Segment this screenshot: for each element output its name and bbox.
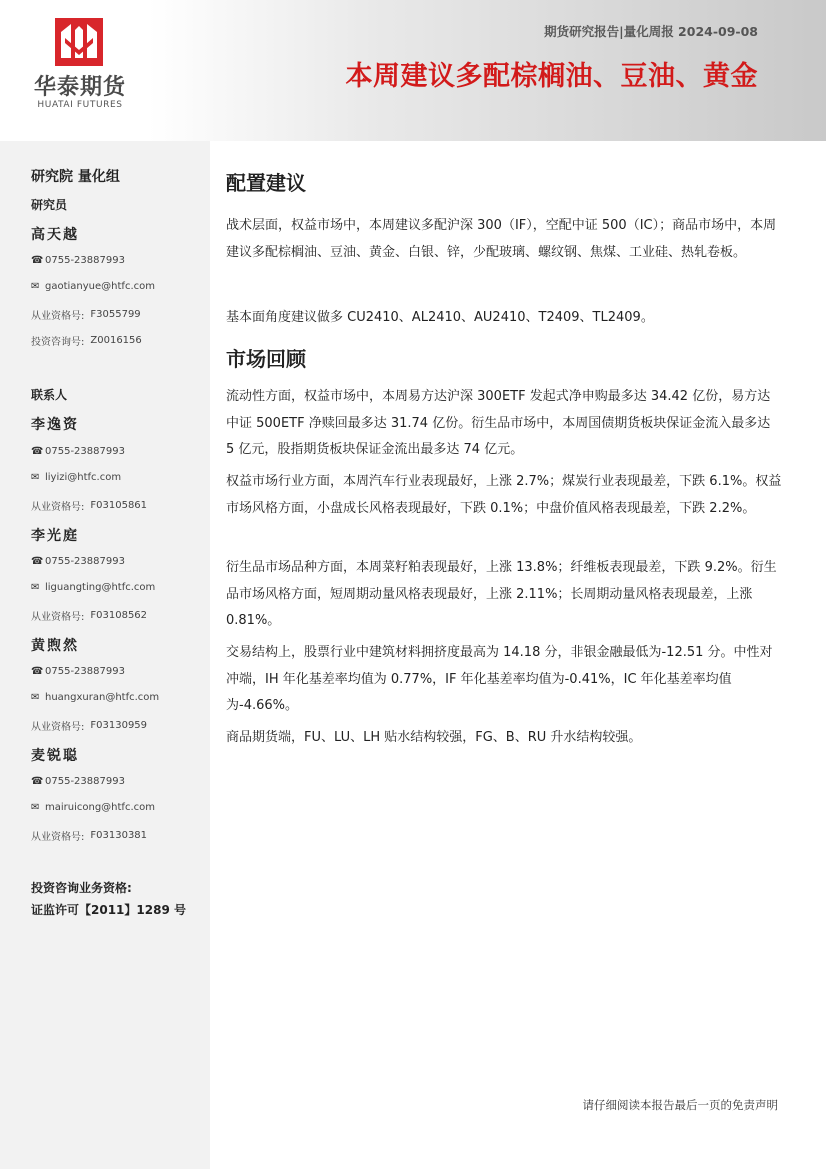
disclaimer-note: 请仔细阅读本报告最后一页的免责声明 <box>582 1098 778 1112</box>
advisory-label: 投资咨询号: <box>31 337 85 348</box>
license-label: 从业资格号: <box>31 311 85 322</box>
email-address[interactable]: huangxuran@htfc.com <box>45 692 160 703</box>
huatai-logo-icon <box>55 18 103 66</box>
contact-license <box>31 498 147 513</box>
license-label: 从业资格号: <box>31 502 85 513</box>
section-title-review: 市场回顾 <box>226 347 306 371</box>
license-number: F3055799 <box>90 309 141 320</box>
license-number: F03108562 <box>90 610 148 621</box>
contact-email <box>31 692 159 703</box>
allocation-paragraph-tactical: 战术层面，权益市场中，本周建议多配沪深 300（IF），空配中证 500（IC）；商品市场中，本周建议多配棕榈油、豆油、黄金、白银、锌，少配玻璃、螺纹钢、焦煤、工业硅、热轧卷板。 <box>226 218 777 260</box>
allocation-paragraph-fundamental: 基本面角度建议做多 CU2410、AL2410、AU2410、T2409、TL2409。 <box>226 310 654 325</box>
phone-icon: ☎ <box>31 666 44 677</box>
phone-number: 0755-23887993 <box>45 666 125 677</box>
contact-email <box>31 582 155 593</box>
review-paragraph-equity: 权益市场行业方面，本周汽车行业表现最好，上涨 2.7%；煤炭行业表现最差，下跌 6.1%。权益市场风格方面，小盘成长风格表现最好，下跌 0.1%；中盘价值风格表现最差，下跌 2.2%。 <box>226 474 782 516</box>
advisory-number: Z0016156 <box>90 335 142 346</box>
researcher-license <box>31 307 141 322</box>
contact-phone <box>31 446 125 457</box>
license-label: 从业资格号: <box>31 832 85 843</box>
license-heading: 投资咨询业务资格: <box>31 881 132 895</box>
contact-license <box>31 718 147 733</box>
company-logo <box>30 14 130 114</box>
section-title-allocation: 配置建议 <box>226 171 306 195</box>
email-icon: ✉ <box>31 472 40 483</box>
license-label: 从业资格号: <box>31 612 85 623</box>
researcher-name: 高天越 <box>31 227 79 243</box>
contact-license <box>31 828 147 843</box>
phone-icon: ☎ <box>31 255 44 266</box>
phone-icon: ☎ <box>31 446 44 457</box>
report-title: 本周建议多配棕榈油、豆油、黄金 <box>345 61 758 92</box>
phone-number: 0755-23887993 <box>45 776 125 787</box>
contact-phone <box>31 556 125 567</box>
license-number: F03105861 <box>90 500 148 511</box>
email-icon: ✉ <box>31 802 40 813</box>
review-paragraph-derivatives: 衍生品市场品种方面，本周菜籽粕表现最好，上涨 13.8%；纤维板表现最差，下跌 9.2%。衍生品市场风格方面，短周期动量风格表现最好，上涨 2.11%；长周期动量风格表现最差，上涨 0.81%。 <box>226 560 777 628</box>
phone-icon: ☎ <box>31 556 44 567</box>
email-address[interactable]: liguangting@htfc.com <box>45 582 156 593</box>
researcher-email <box>31 281 155 292</box>
contact-email <box>31 472 121 483</box>
contact-name: 李光庭 <box>31 528 79 544</box>
email-address[interactable]: gaotianyue@htfc.com <box>45 281 155 292</box>
email-address[interactable]: mairuicong@htfc.com <box>45 802 155 813</box>
email-address[interactable]: liyizi@htfc.com <box>45 472 122 483</box>
department: 研究院 量化组 <box>31 169 120 185</box>
phone-number: 0755-23887993 <box>45 556 125 567</box>
researcher-phone <box>31 255 125 266</box>
logo-english-name: HUATAI FUTURES <box>37 100 123 110</box>
contact-name: 麦锐聪 <box>31 748 79 764</box>
phone-number: 0755-23887993 <box>45 255 125 266</box>
review-paragraph-commodities: 商品期货端，FU、LU、LH 贴水结构较强，FG、B、RU 升水结构较强。 <box>226 730 642 745</box>
contact-name: 李逸资 <box>31 417 79 433</box>
contact-name: 黄煦然 <box>31 638 79 654</box>
license-label: 从业资格号: <box>31 722 85 733</box>
phone-icon: ☎ <box>31 776 44 787</box>
contact-label: 联系人 <box>31 388 68 402</box>
logo-chinese-name: 华泰期货 <box>33 75 126 100</box>
email-icon: ✉ <box>31 582 40 593</box>
license-text: 证监许可【2011】1289 号 <box>31 903 186 917</box>
license-number: F03130381 <box>90 830 148 841</box>
phone-number: 0755-23887993 <box>45 446 125 457</box>
researcher-advisory-license <box>31 333 142 348</box>
review-paragraph-structure: 交易结构上，股票行业中建筑材料拥挤度最高为 14.18 分，非银金融最低为-12.51 分。中性对冲端，IH 年化基差率均值为 0.77%，IF 年化基差率均值为-0.41%，IC 年化基差率均值为-4.66%。 <box>226 645 773 713</box>
report-header <box>0 0 826 141</box>
email-icon: ✉ <box>31 281 40 292</box>
author-sidebar <box>0 141 210 1169</box>
email-icon: ✉ <box>31 692 40 703</box>
contact-license <box>31 608 147 623</box>
review-paragraph-liquidity: 流动性方面，权益市场中，本周易方达沪深 300ETF 发起式净申购最多达 34.42 亿份，易方达中证 500ETF 净赎回最多达 31.74 亿份。衍生品市场中，本周国债期货板块保证金流入最多达 5 亿元，股指期货板块保证金流出最多达 74 亿元。 <box>226 389 771 457</box>
report-meta: 期货研究报告|量化周报 2024-09-08 <box>544 24 758 39</box>
license-number: F03130959 <box>90 720 148 731</box>
contact-email <box>31 802 155 813</box>
contact-phone <box>31 776 125 787</box>
contact-phone <box>31 666 125 677</box>
researcher-label: 研究员 <box>31 198 68 212</box>
